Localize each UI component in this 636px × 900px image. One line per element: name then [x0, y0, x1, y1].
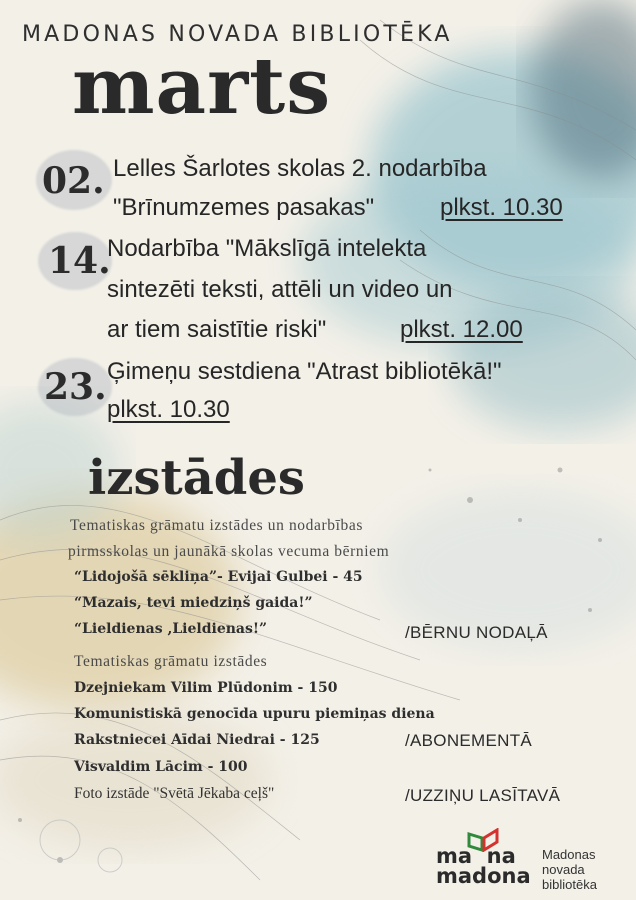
exhibition-item: “Lidojošā sēkliņa”- Evijai Gulbei - 45 [74, 569, 363, 585]
event-title-line: sintezēti teksti, attēli un video un [107, 276, 453, 303]
month-title: marts [72, 41, 332, 132]
exhibition-item: Dzejniekam Vilim Plūdonim - 150 [74, 680, 338, 696]
subscription-department: /ABONEMENTĀ [405, 731, 533, 750]
exhibitions-title: izstādes [88, 450, 305, 506]
event-date: 02. [42, 160, 105, 202]
logo-subtitle-line: novada [542, 862, 585, 877]
exhibition-item: Visvaldim Lācim - 100 [74, 759, 248, 775]
exhibition-item: Rakstniecei Aīdai Niedrai - 125 [74, 732, 320, 748]
event-time: plkst. 12.00 [400, 316, 523, 343]
event-time: plkst. 10.30 [440, 194, 563, 221]
photo-exhibition: Foto izstāde "Svētā Jēkaba ceļš" [74, 785, 275, 802]
exhibition-item: “Mazais, tevi miedziņš gaida!” [74, 595, 313, 611]
logo-subtitle-line: bibliotēka [542, 877, 597, 892]
library-header: MADONAS NOVADA BIBLIOTĒKA [22, 22, 453, 47]
logo-subtitle-line: Madonas [542, 847, 596, 862]
exhibition-item: “Lieldienas ,Lieldienas!” [74, 621, 268, 637]
event-title-line: Lelles Šarlotes skolas 2. nodarbība [113, 155, 487, 182]
event-title-line: ar tiem saistītie riski" [107, 316, 327, 343]
children-intro-line: pirmsskolas un jaunākā skolas vecuma bērniem [68, 543, 390, 560]
children-department: /BĒRNU NODAĻĀ [405, 623, 548, 642]
reference-department: /UZZIŅU LASĪTAVĀ [405, 786, 561, 805]
exhibition-item: Komunistiskā genocīda upuru piemiņas diena [74, 706, 435, 722]
event-time: plkst. 10.30 [107, 396, 230, 423]
event-date: 14. [48, 240, 111, 282]
event-date: 23. [44, 366, 107, 408]
logo-wordmark-bottom: madona [436, 864, 531, 888]
event-title-line: Ģimeņu sestdiena "Atrast bibliotēkā!" [107, 358, 502, 385]
event-title-line: Nodarbība "Mākslīgā intelekta [107, 235, 427, 262]
logo-wordmark-top: ma na [436, 844, 516, 868]
library-logo [436, 828, 632, 894]
children-intro-line: Tematiskas grāmatu izstādes un nodarbības [70, 517, 363, 534]
event-title-line: "Brīnumzemes pasakas" [113, 194, 375, 221]
adults-intro: Tematiskas grāmatu izstādes [74, 653, 268, 670]
